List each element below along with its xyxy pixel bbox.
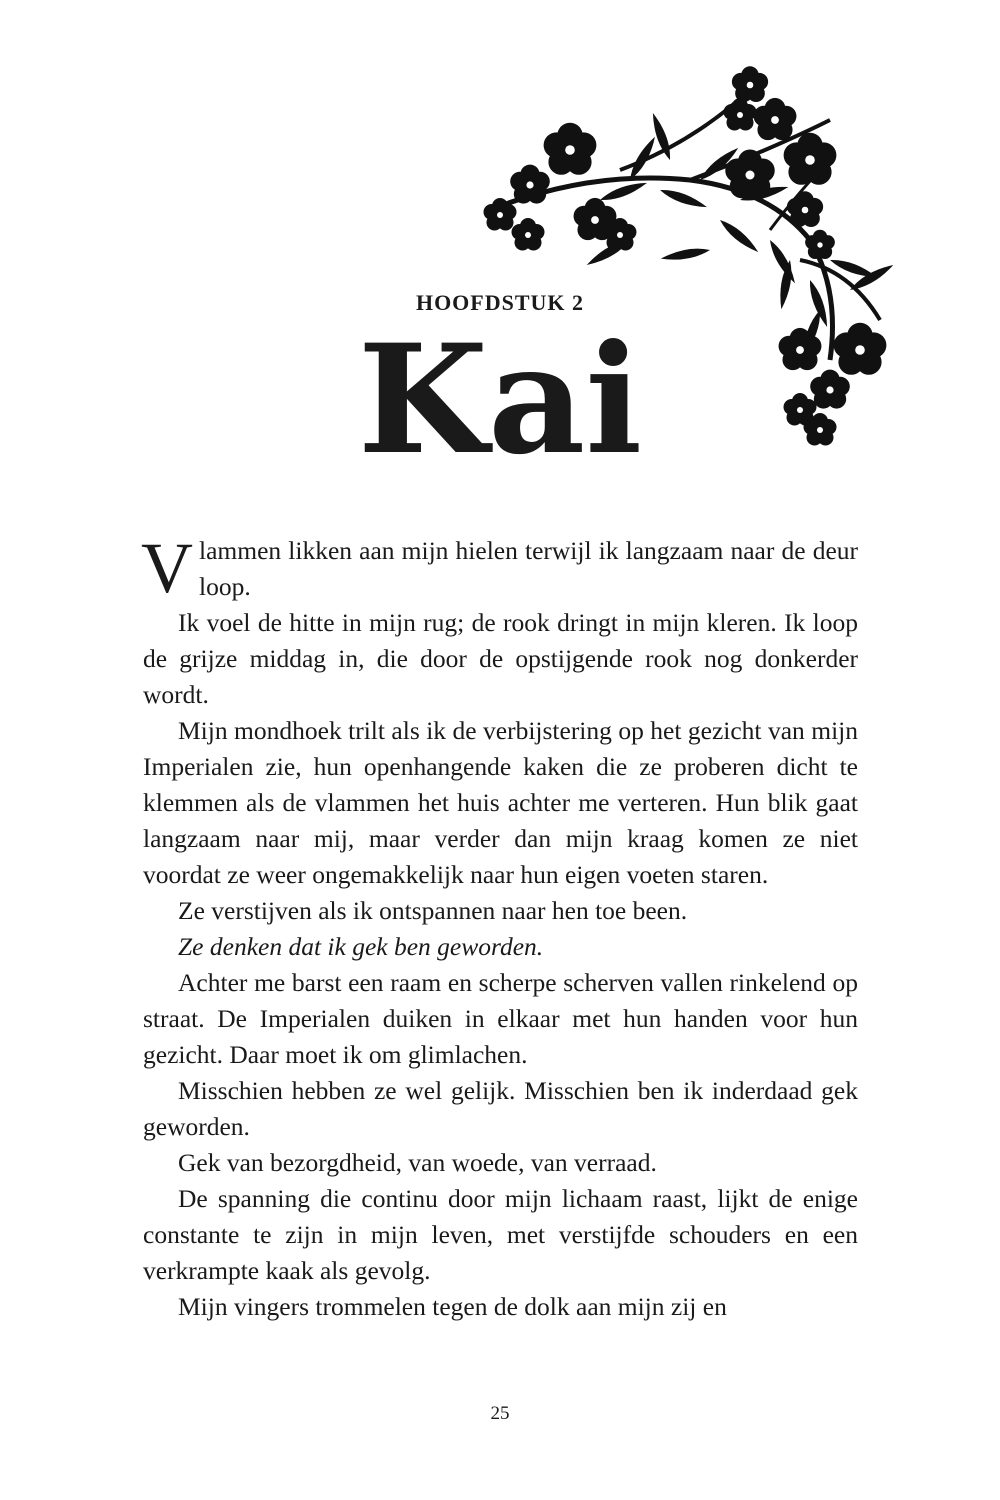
chapter-label: HOOFDSTUK 2 <box>415 290 585 315</box>
paragraph-italic: Ze denken dat ik gek ben geworden. <box>178 932 544 961</box>
paragraph: Gek van bezorgdheid, van woede, van verraad. <box>178 1148 657 1177</box>
paragraph: De spanning die continu door mijn lichaam raast, lijkt de enige constante te zijn in mijn leven, met verstijfde schouders en een verkrampte kaak als gevolg. <box>143 1184 858 1285</box>
drop-cap: V <box>141 528 193 608</box>
paragraph: Mijn vingers trommelen tegen de dolk aan mijn zij en <box>178 1292 727 1321</box>
page-number: 25 <box>490 1403 510 1424</box>
paragraph: Ik voel de hitte in mijn rug; de rook dringt in mijn kleren. Ik loop de grijze middag in, die door de opstijgende rook nog donkerder wordt. <box>143 608 858 709</box>
body-text <box>141 528 858 1325</box>
paragraph: Ze verstijven als ik ontspannen naar hen toe been. <box>178 896 688 925</box>
paragraph: Vlammen likken aan mijn hielen terwijl ik langzaam naar de deur loop. <box>141 528 858 608</box>
paragraph: Misschien hebben ze wel gelijk. Misschien ben ik inderdaad gek geworden. <box>143 1076 858 1141</box>
chapter-title: Kai <box>357 312 643 488</box>
paragraph: Achter me barst een raam en scherpe scherven vallen rinkelend op straat. De Imperialen duiken in elkaar met hun handen voor hun gezicht. Daar moet ik om glimlachen. <box>143 968 858 1069</box>
paragraph: Mijn mondhoek trilt als ik de verbijstering op het gezicht van mijn Imperialen zie, hun openhangende kaken die ze proberen dicht te klemmen als de vlammen het huis achter me verteren. Hun blik gaat langzaam naar mij, maar verder dan mijn kraag komen ze niet voordat ze weer ongemakkelijk naar hun eigen voeten staren. <box>143 716 858 889</box>
